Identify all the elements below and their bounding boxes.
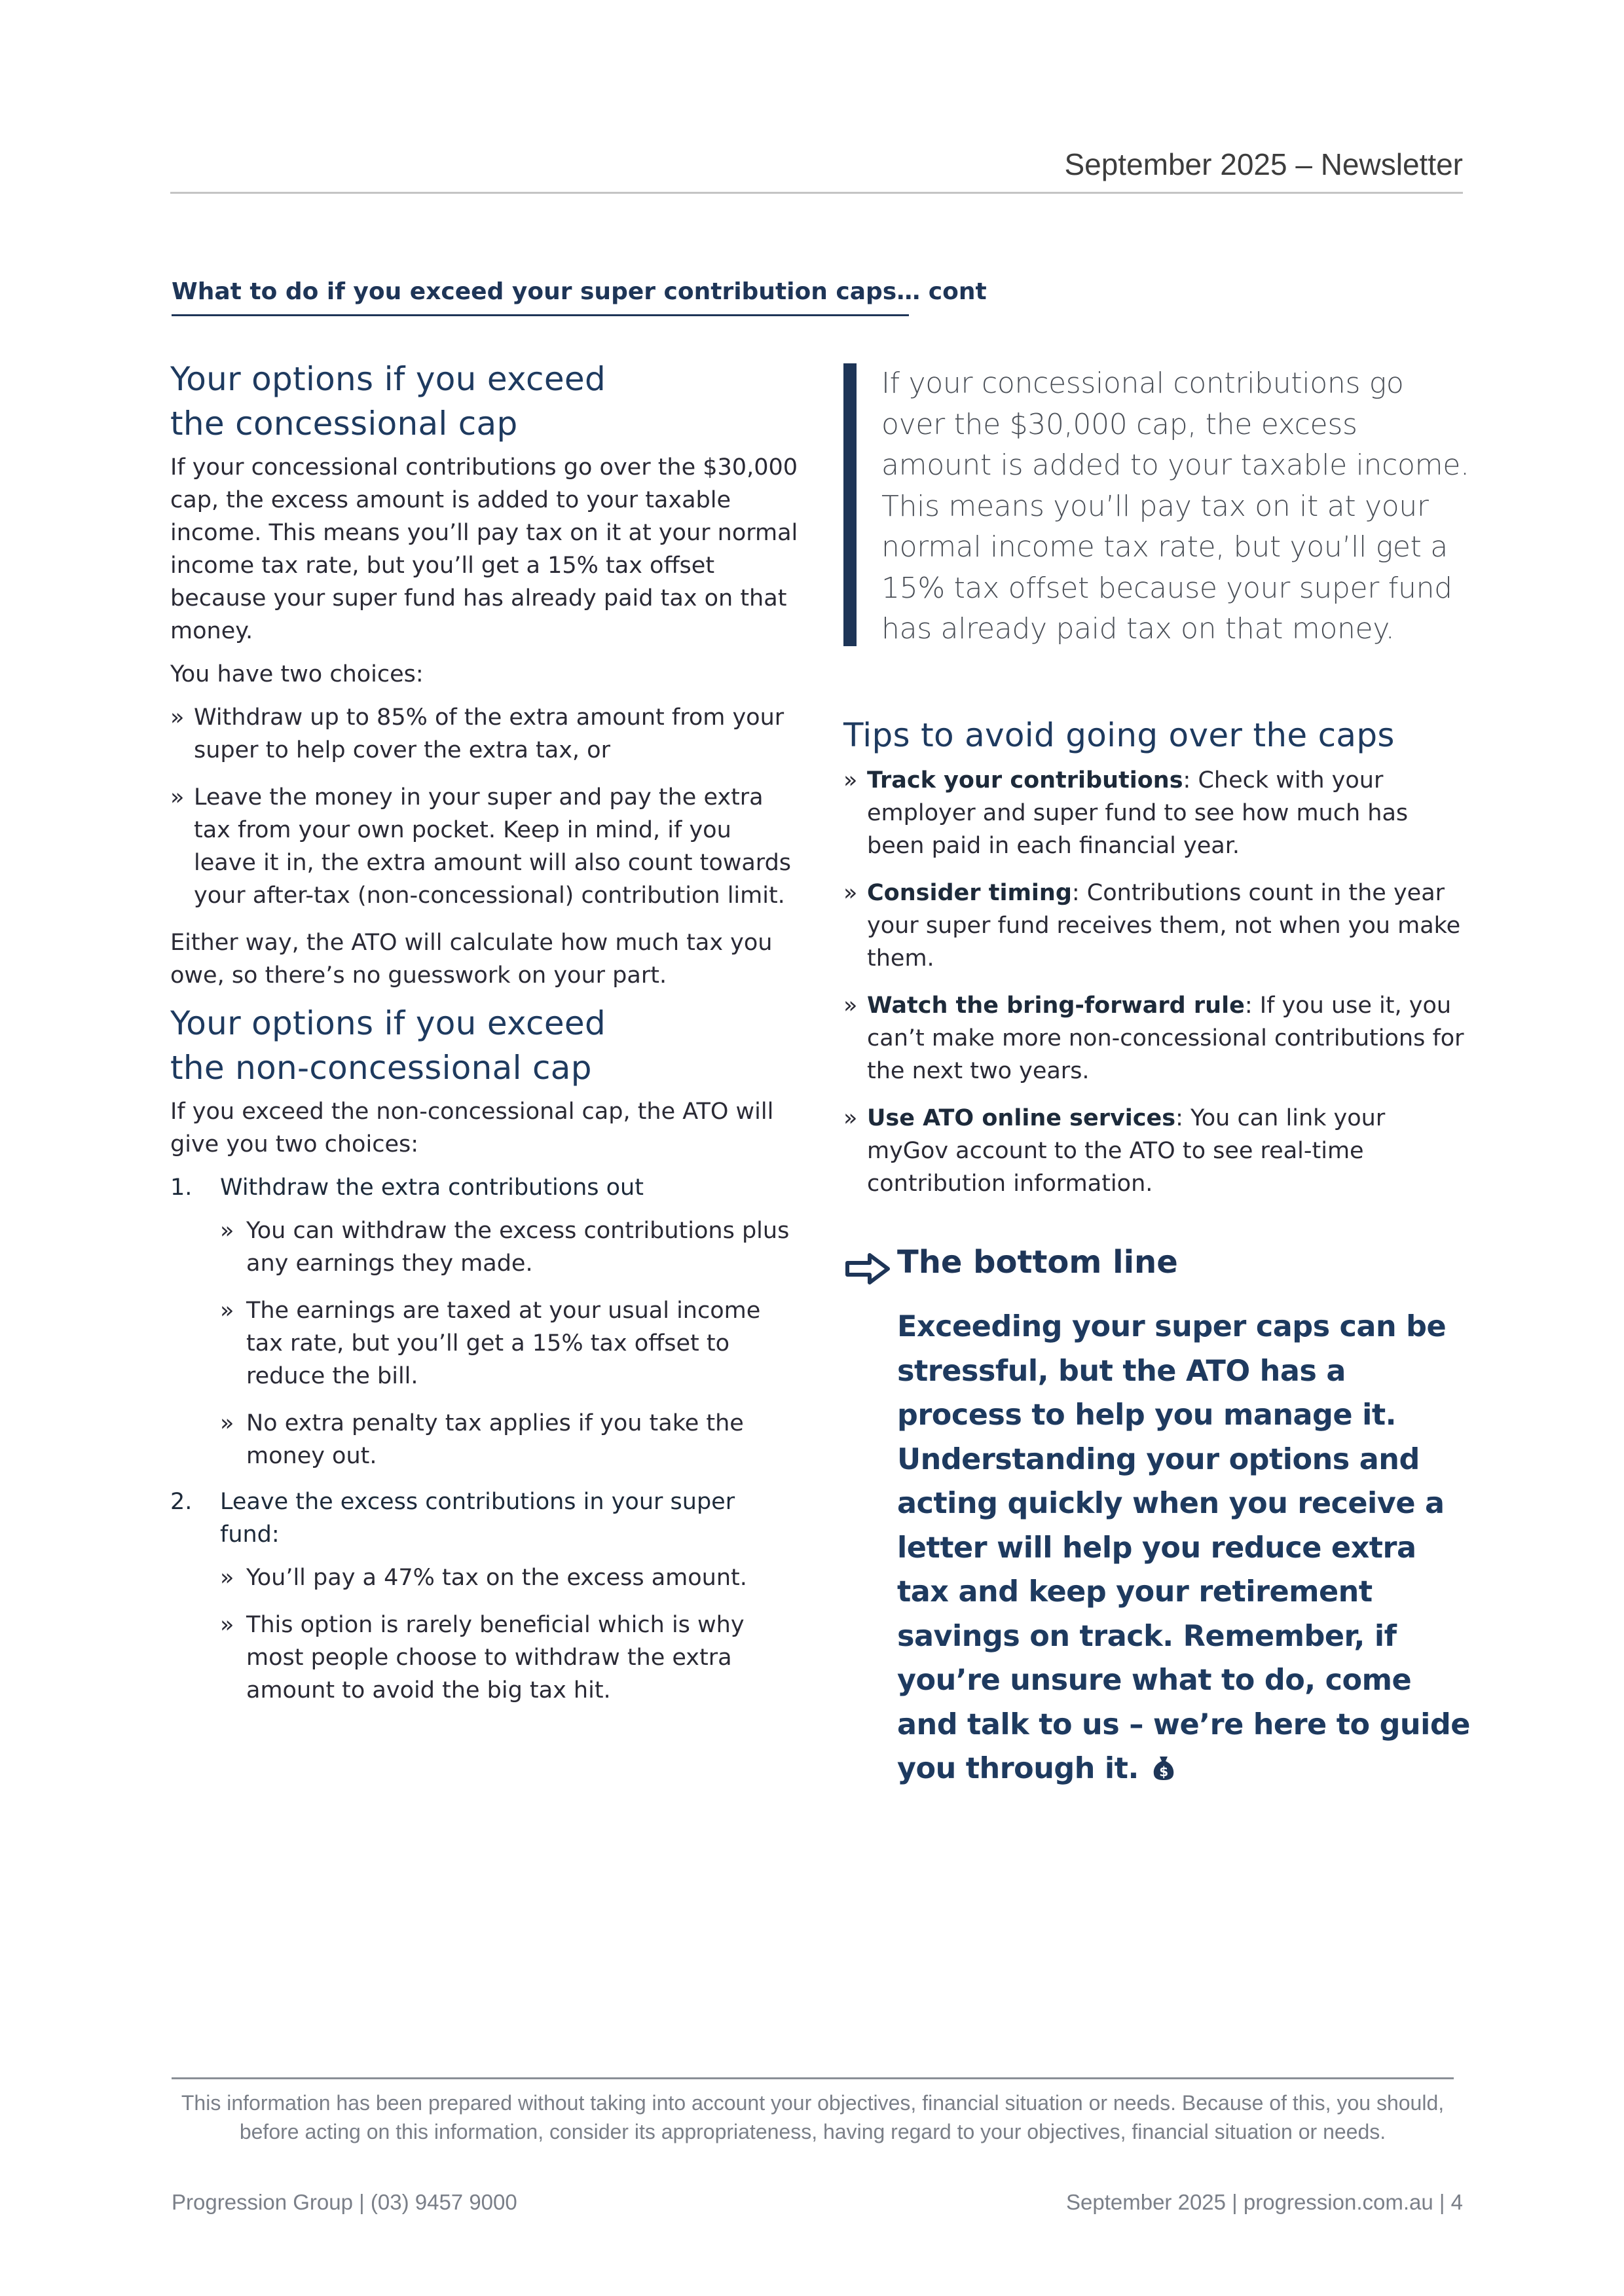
concessional-choices-list	[170, 701, 799, 912]
tip-title: Use ATO online services	[867, 1105, 1176, 1131]
list-item	[170, 781, 799, 912]
non-concessional-options	[170, 1171, 799, 1707]
list-item-text: The earnings are taxed at your usual income tax rate, but you’ll get a 15% tax offset to reduce the bill.	[246, 1298, 761, 1389]
tip-item	[843, 989, 1472, 1087]
option-number: 2.	[170, 1489, 193, 1515]
concessional-outro: Either way, the ATO will calculate how much tax you owe, so there’s no guesswork on your part.	[170, 930, 773, 989]
tip-text: : If you use it, you can’t make more non-concessional contributions for the next two years.	[867, 993, 1464, 1084]
left-column	[170, 357, 799, 1707]
chevron-bullet-icon: »	[843, 767, 858, 793]
tip-text: : You can link your myGov account to the ATO to see real-time contribution information.	[867, 1105, 1386, 1197]
chevron-bullet-icon: »	[220, 1410, 234, 1436]
tip-text: : Contributions count in the year your super fund receives them, not when you make them.	[867, 880, 1461, 972]
arrow-right-icon	[845, 1252, 892, 1286]
money-bag-icon	[1153, 1755, 1175, 1781]
footer-divider	[172, 2077, 1454, 2079]
option-points	[220, 1561, 799, 1707]
chevron-bullet-icon: »	[843, 880, 858, 906]
list-item	[220, 1561, 799, 1594]
option-number: 1.	[170, 1175, 193, 1201]
list-item-text: This option is rarely beneficial which is why most people choose to withdraw the extra amount to avoid the big tax hit.	[246, 1612, 745, 1704]
tips-heading: Tips to avoid going over the caps	[843, 716, 1395, 754]
chevron-bullet-icon: »	[170, 784, 185, 811]
svg-text:$: $	[1159, 1764, 1168, 1779]
list-item	[220, 1214, 799, 1280]
tip-item	[843, 877, 1472, 975]
list-item-text: Leave the money in your super and pay the extra tax from your own pocket. Keep in mind, if you leave it in, the extra amount will also count towards your after-tax (non-concessional) contribution limit.	[194, 784, 792, 909]
footer-company-contact: Progression Group | (03) 9457 9000	[172, 2190, 517, 2214]
footer-page-info: September 2025 | progression.com.au | 4	[1066, 2190, 1463, 2214]
tip-text: : Check with your employer and super fund to see how much has been paid in each financial year.	[867, 767, 1409, 859]
list-item-text: No extra penalty tax applies if you take the money out.	[246, 1410, 744, 1469]
tip-title: Track your contributions	[867, 767, 1183, 793]
option-title: Leave the excess contributions in your super fund:	[220, 1489, 735, 1548]
bottom-line-body: Exceeding your super caps can be stressful, but the ATO has a process to help you manage it. Understanding your options and acting quickly when you receive a letter will help you reduce extra tax and keep your retirement savings on track. Remember, if you’re unsure what to do, come and talk to us – we’re here to guide you through it.	[897, 1310, 1470, 1785]
tip-title: Consider timing	[867, 880, 1072, 906]
option-title: Withdraw the extra contributions out	[220, 1175, 644, 1201]
tip-item	[843, 764, 1472, 862]
newsletter-header-title: September 2025 – Newsletter	[1064, 147, 1463, 181]
header-divider	[170, 192, 1463, 194]
pull-quote	[843, 363, 1469, 646]
option-item	[170, 1485, 799, 1707]
option-item	[170, 1171, 799, 1472]
footer-disclaimer: This information has been prepared without taking into account your objectives, financial situation or needs. Because of this, you should, before acting on this information, consider its appropriateness, having regard to your objectives, financial situation or needs.	[181, 2091, 1445, 2143]
concessional-choices-intro: You have two choices:	[170, 661, 424, 687]
list-item	[220, 1407, 799, 1472]
non-concessional-heading: Your options if you exceed the non-concessional cap	[170, 1004, 606, 1087]
non-concessional-intro: If you exceed the non-concessional cap, the ATO will give you two choices:	[170, 1099, 774, 1157]
chevron-bullet-icon: »	[220, 1565, 234, 1591]
list-item	[170, 701, 799, 767]
chevron-bullet-icon: »	[220, 1298, 234, 1324]
chevron-bullet-icon: »	[843, 993, 858, 1019]
section-label: What to do if you exceed your super contribution caps… cont	[172, 278, 909, 316]
chevron-bullet-icon: »	[220, 1218, 234, 1244]
bottom-line-title: The bottom line	[897, 1244, 1178, 1281]
bottom-line-text	[897, 1305, 1473, 1791]
option-points	[220, 1214, 799, 1472]
pull-quote-bar	[843, 363, 857, 646]
list-item-text: You can withdraw the excess contributions plus any earnings they made.	[246, 1218, 790, 1277]
list-item-text: Withdraw up to 85% of the extra amount from your super to help cover the extra tax, or	[194, 704, 784, 763]
chevron-bullet-icon: »	[170, 704, 185, 731]
list-item-text: You’ll pay a 47% tax on the excess amount.	[246, 1565, 747, 1591]
tip-item	[843, 1102, 1472, 1200]
chevron-bullet-icon: »	[220, 1612, 234, 1638]
concessional-intro: If your concessional contributions go over the $30,000 cap, the excess amount is added to your taxable income. This means you’ll pay tax on it at your normal income tax rate, but you’ll get a 15% tax offset because your super fund has already paid tax on that money.	[170, 454, 798, 644]
chevron-bullet-icon: »	[843, 1105, 858, 1131]
list-item	[220, 1609, 799, 1707]
list-item	[220, 1294, 799, 1393]
tip-title: Watch the bring-forward rule	[867, 993, 1245, 1019]
pull-quote-text: If your concessional contributions go over the $30,000 cap, the excess amount is added to your taxable income. This means you’ll pay tax on it at your normal income tax rate, but you’ll get a 15% tax offset because your super fund has already paid tax on that money.	[881, 367, 1469, 646]
tips-list	[843, 764, 1472, 1200]
concessional-heading: Your options if you exceed the concessional cap	[170, 360, 606, 443]
